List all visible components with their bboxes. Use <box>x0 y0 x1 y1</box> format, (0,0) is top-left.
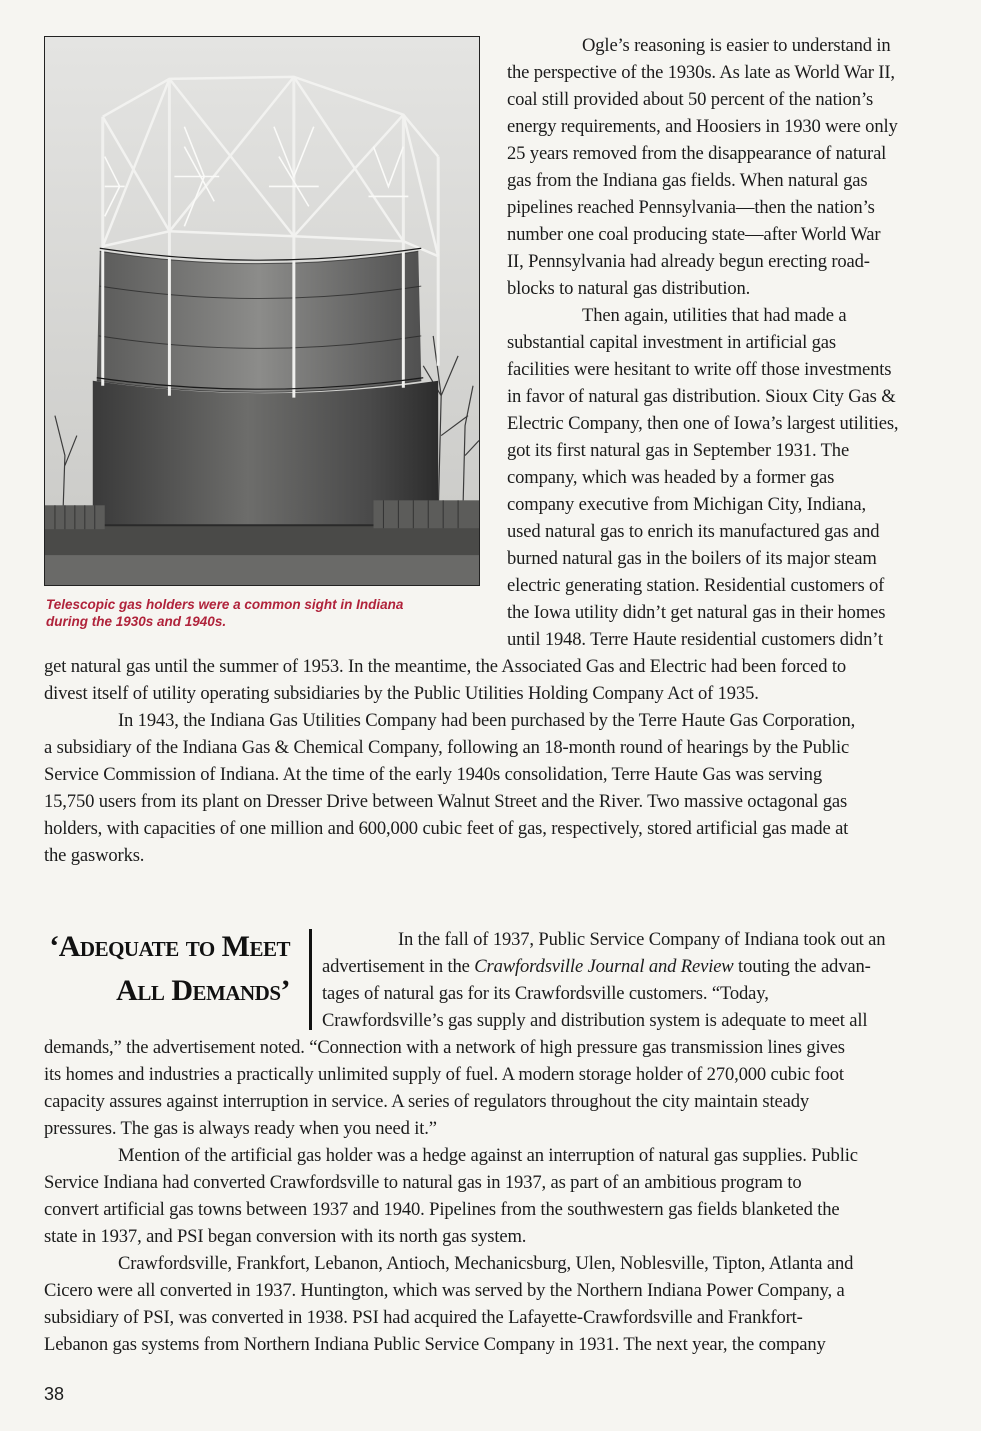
body-line: Cicero were all converted in 1937. Huntington, which was served by the Northern Indiana Power Company, a <box>44 1280 845 1301</box>
column-line: the perspective of the 1930s. As late as World War II, <box>507 62 895 83</box>
column-line: burned natural gas in the boilers of its major steam <box>507 548 877 569</box>
column-line: energy requirements, and Hoosiers in 1930 were only <box>507 116 898 137</box>
photo-caption <box>46 596 486 630</box>
section-line <box>322 953 871 980</box>
column-line: company, which was headed by a former gas <box>507 467 835 488</box>
column-line: used natural gas to enrich its manufactured gas and <box>507 521 880 542</box>
body-line: In 1943, the Indiana Gas Utilities Company had been purchased by the Terre Haute Gas Corporation, <box>118 710 856 731</box>
body-line: subsidiary of PSI, was converted in 1938. PSI had acquired the Lafayette-Crawfordsville and Frankfort- <box>44 1307 803 1328</box>
section-line-text: advertisement in the <box>322 956 475 977</box>
body-line: pressures. The gas is always ready when you need it.” <box>44 1118 437 1139</box>
gas-holder-illustration <box>45 37 479 585</box>
column-line: Ogle’s reasoning is easier to understand in <box>582 35 891 56</box>
section-line-text: touting the advan- <box>733 956 871 977</box>
column-line: II, Pennsylvania had already begun erecting road- <box>507 251 870 272</box>
column-line: substantial capital investment in artificial gas <box>507 332 836 353</box>
column-line: coal still provided about 50 percent of the nation’s <box>507 89 874 110</box>
column-line: company executive from Michigan City, Indiana, <box>507 494 867 515</box>
section-line: tages of natural gas for its Crawfordsville customers. “Today, <box>322 983 769 1004</box>
heading-divider <box>309 929 312 1030</box>
column-line: electric generating station. Residential customers of <box>507 575 885 596</box>
body-line: Service Indiana had converted Crawfordsville to natural gas in 1937, as part of an ambitious program to <box>44 1172 802 1193</box>
gas-holder-photo <box>44 36 480 586</box>
body-line: the gasworks. <box>44 845 145 866</box>
body-line: Mention of the artificial gas holder was a hedge against an interruption of natural gas supplies. Public <box>118 1145 858 1166</box>
body-line: 15,750 users from its plant on Dresser Drive between Walnut Street and the River. Two massive octagonal gas <box>44 791 848 812</box>
column-line: until 1948. Terre Haute residential customers didn’t <box>507 629 883 650</box>
column-line: gas from the Indiana gas fields. When natural gas <box>507 170 868 191</box>
body-line: Service Commission of Indiana. At the time of the early 1940s consolidation, Terre Haute Gas was serving <box>44 764 822 785</box>
publication-title: Crawfordsville Journal and Review <box>474 956 734 977</box>
section-line: In the fall of 1937, Public Service Company of Indiana took out an <box>398 929 886 950</box>
body-line: holders, with capacities of one million and 600,000 cubic feet of gas, respectively, stored artificial gas made at <box>44 818 849 839</box>
section-line: Crawfordsville’s gas supply and distribution system is adequate to meet all <box>322 1010 868 1031</box>
caption-line: Telescopic gas holders were a common sight in Indiana <box>46 597 404 612</box>
column-line: Then again, utilities that had made a <box>582 305 847 326</box>
body-line: divest itself of utility operating subsidiaries by the Public Utilities Holding Company Act of 1935. <box>44 683 759 704</box>
column-line: Electric Company, then one of Iowa’s largest utilities, <box>507 413 899 434</box>
page-number: 38 <box>44 1384 65 1404</box>
caption-line: during the 1930s and 1940s. <box>46 614 227 629</box>
body-line: get natural gas until the summer of 1953. In the meantime, the Associated Gas and Electric had been forced to <box>44 656 847 677</box>
body-line: Crawfordsville, Frankfort, Lebanon, Antioch, Mechanicsburg, Ulen, Noblesville, Tipton, Atlanta and <box>118 1253 854 1274</box>
body-line: convert artificial gas towns between 1937 and 1940. Pipelines from the southwestern gas fields blanketed the <box>44 1199 840 1220</box>
body-line: capacity assures against interruption in service. A series of regulators throughout the city maintain steady <box>44 1091 810 1112</box>
column-line: blocks to natural gas distribution. <box>507 278 751 299</box>
column-line: facilities were hesitant to write off those investments <box>507 359 892 380</box>
body-line: its homes and industries a practically unlimited supply of fuel. A modern storage holder of 270,000 cubic foot <box>44 1064 844 1085</box>
column-line: number one coal producing state—after World War <box>507 224 881 245</box>
column-line: got its first natural gas in September 1931. The <box>507 440 850 461</box>
column-line: pipelines reached Pennsylvania—then the nation’s <box>507 197 875 218</box>
column-line: in favor of natural gas distribution. Sioux City Gas & <box>507 386 896 407</box>
section-heading-line: ‘Adequate to Meet <box>49 930 290 963</box>
column-line: the Iowa utility didn’t get natural gas in their homes <box>507 602 886 623</box>
body-line: a subsidiary of the Indiana Gas & Chemical Company, following an 18-month round of hearings by the Public <box>44 737 850 758</box>
body-line: Lebanon gas systems from Northern Indiana Public Service Company in 1931. The next year, the company <box>44 1334 826 1355</box>
body-line: demands,” the advertisement noted. “Connection with a network of high pressure gas transmission lines gives <box>44 1037 845 1058</box>
column-line: 25 years removed from the disappearance of natural <box>507 143 887 164</box>
section-heading-line: All Demands’ <box>116 974 290 1007</box>
body-line: state in 1937, and PSI began conversion with its north gas system. <box>44 1226 527 1247</box>
section-heading <box>40 925 290 1013</box>
